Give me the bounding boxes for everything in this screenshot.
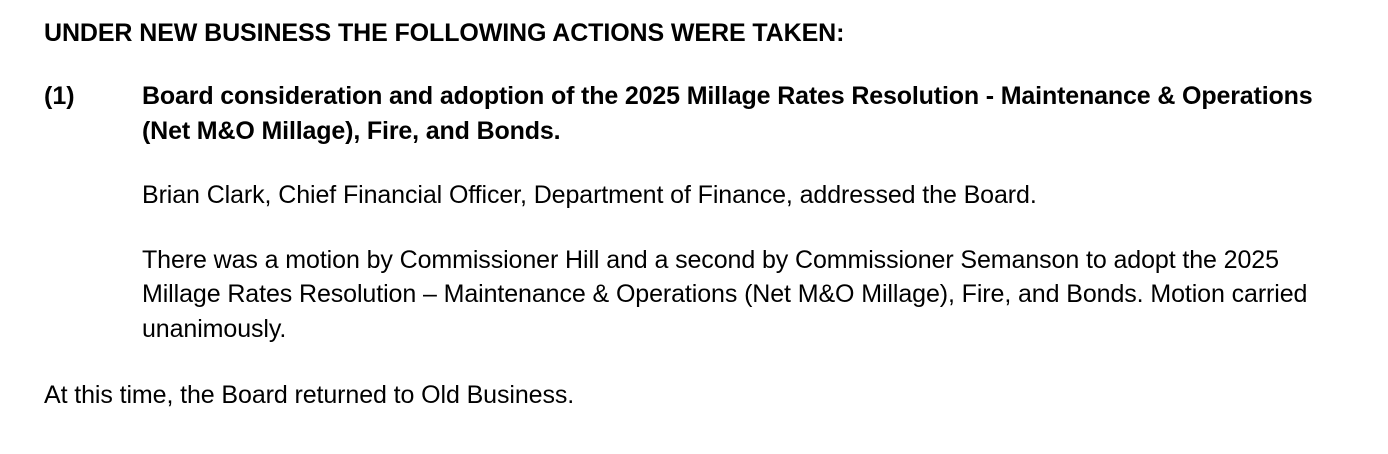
agenda-item-number: (1) <box>44 82 75 111</box>
section-heading: UNDER NEW BUSINESS THE FOLLOWING ACTIONS WERE TAKEN: <box>44 19 845 47</box>
agenda-item-body <box>142 79 1342 346</box>
agenda-item <box>44 79 1348 346</box>
agenda-item-paragraph-1: Brian Clark, Chief Financial Officer, Department of Finance, addressed the Board. <box>142 181 1037 210</box>
agenda-item-paragraph-2: There was a motion by Commissioner Hill and a second by Commissioner Semanson to adopt the 2025 Millage Rates Resolution – Maintenance & Operations (Net M&O Millage), Fire, and Bonds. Motion carried unanimously. <box>142 245 1308 343</box>
closing-paragraph: At this time, the Board returned to Old Business. <box>44 381 575 410</box>
agenda-item-title: Board consideration and adoption of the 2025 Millage Rates Resolution - Maintenance & Operations (Net M&O Millage), Fire, and Bonds. <box>142 82 1313 145</box>
